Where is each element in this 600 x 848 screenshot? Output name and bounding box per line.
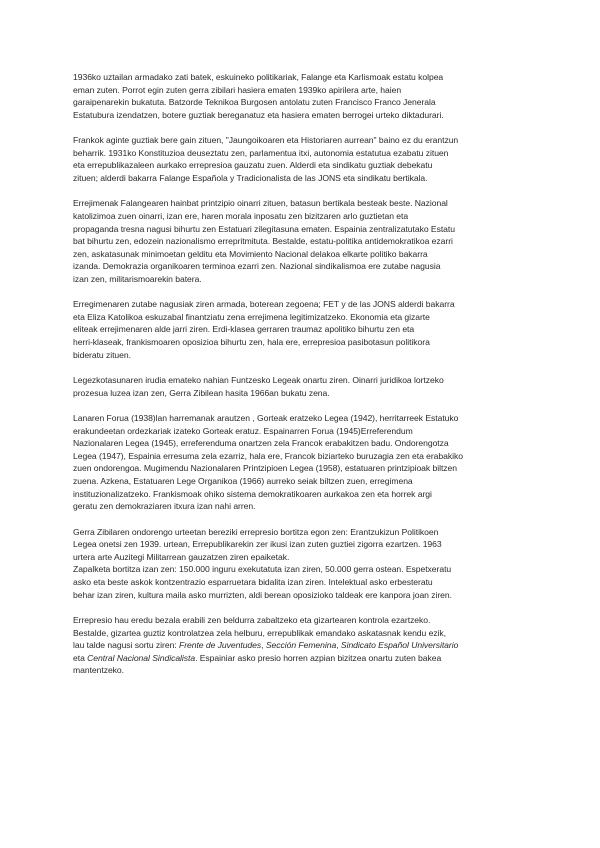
paragraph-1 (73, 71, 535, 121)
document-body (73, 71, 535, 690)
italic-org-name: Frente de Juventudes (179, 640, 262, 651)
paragraph-2 (73, 134, 535, 184)
paragraph-3 (73, 197, 535, 285)
text-line: beharrik. 1931ko Konstituzioa deuseztatu zen, parlamentua itxi, autonomia estatutua ezabatu zituen (73, 147, 449, 158)
text-line: prozesua luzea izan zen, Gerra Zibilean hasita 1966an bukatu zena. (73, 387, 330, 398)
text-segment: . Espainiar asko presio horren azpian bizitzea onartu zuten bakea (195, 652, 442, 663)
text-line: urtera arte Auzitegi Militarrean gauzatzen ziren epaiketak. (73, 551, 290, 562)
text-line: Legea (1947), Espainia erresuma zela ezarriz, hala ere, Francok biziarteko buruzagia zen eta erabakiko (73, 450, 463, 461)
text-line: eta errepublikazaleen aurkako errepresioa gauzatu zuen. Alderdi eta sindikatu guztiak debekatu (73, 160, 433, 171)
text-line: garaipenarekin bukatuta. Batzorde Teknikoa Burgosen antolatu zuten Francisco Franco Jenerala (73, 97, 436, 108)
text-line: Errepresio hau eredu bezala erabili zen beldurra zabaltzeko eta gizartearen kontrola ezartzeko. (73, 614, 431, 625)
text-line: behar izan ziren, kultura maila asko murrizten, aldi berean oposizioko taldeak ere kanpora joan ziren. (73, 589, 452, 600)
text-line: bat bihurtu zen, edozein nazionalismo errepritmituta. Bestalde, estatu-politika antidemokratikoa ezarri (73, 236, 453, 247)
text-line: katolizimoa zuen oinarri, izan ere, haren morala inposatu zen bizitzaren arlo guztietan eta (73, 210, 409, 221)
paragraph-5 (73, 374, 535, 399)
text-line: izanda. Demokrazia organikoaren terminoa ezarri zen. Nazional sindikalismoa ere zutabe nagusia (73, 261, 441, 272)
text-line: zuen ondorengoa. Mugimendu Nazionalaren Printzipioen Legea (1958), estatuaren printzipioak biltzen (73, 463, 457, 474)
text-line: Nazionalaren Legea (1945), erreferenduma onartzen zela Francok erabakitzen badu. Ondorengotza (73, 438, 449, 449)
italic-org-name: Sindicato Español Universitario (340, 640, 459, 651)
text-line: Frankok aginte guztiak bere gain zituen, "Jaungoikoaren eta Historiaren aurrean" baino ez du erantzun (73, 135, 459, 146)
text-line: Estatubura izendatzen, botere guztiak bereganatuz eta hasiera ematen berrogei urteko diktadurari. (73, 109, 444, 120)
text-line: 1936ko uztailan armadako zati batek, eskuineko politikariak, Falange eta Karlismoak estatu kolpea (73, 72, 444, 82)
text-line: Bestalde, gizartea guztiz kontrolatzea zela helburu, errepublikak emandako askatasnak kendu ezik, (73, 627, 447, 638)
paragraph-4 (73, 298, 535, 361)
paragraph-6 (73, 412, 535, 513)
text-line-mixed (73, 639, 535, 652)
italic-org-name: Sección Femenina (265, 640, 337, 651)
text-line: erakundeetan ordezkariak izateko Gorteak eratuz. Espainarren Forua (1945)Erreferendum (73, 425, 413, 436)
text-segment: eta (73, 652, 88, 663)
paragraph-7 (73, 526, 535, 602)
text-line: eta Eliza Katolikoa eskuzabal finantziatu zena errejimena legitimizatzeko. Ekonomia eta gizarte (73, 311, 430, 322)
text-segment: , (261, 640, 266, 651)
paragraph-8 (73, 614, 535, 677)
text-line: geratu zen demokraziaren itxura izan nahi arren. (73, 501, 256, 512)
text-line: eliteak errejimenaren alde jarri ziren. Erdi-klasea gerraren traumaz apolitiko bihurtu zen eta (73, 324, 415, 335)
text-line: izan zen, militarismoarekin batera. (73, 273, 202, 284)
text-line: herri-klaseak, frankismoaren oposizioa bihurtu zen, hala ere, errepresioa pasibotasun politikora (73, 337, 430, 348)
text-line: zuena. Azkena, Estatuaren Lege Organikoa (1966) aurreko seiak biltzen zuen, erregimena (73, 476, 413, 487)
text-line: bideratu zituen. (73, 349, 131, 360)
text-segment: lau talde nagusi sortu ziren: (73, 640, 179, 651)
text-line-mixed (73, 652, 535, 665)
italic-org-name: Central Nacional Sindicalista (87, 652, 196, 663)
text-line: Legea onetsi zen 1939. urtean, Errepublikarekin zer ikusi izan zuten guztiei zigorra ezartzen. 1963 (73, 539, 442, 550)
text-line: Erregimenaren zutabe nagusiak ziren armada, boterean zegoena; FET y de las JONS alderdi bakarra (73, 299, 455, 310)
text-line: zituen; alderdi bakarra Falange Española y Tradicionalista de las JONS eta sindikatu bertikala. (73, 172, 428, 183)
text-line: mantentzeko. (73, 665, 124, 676)
text-line: Lanaren Forua (1938)lan harremanak arautzen , Gorteak eratzeko Legea (1942), herritarreek Estatuko (73, 413, 459, 424)
text-line: eman zuten. Porrot egin zuten gerra zibilari hasiera ematen 1939ko apirilera arte, haien (73, 84, 402, 95)
text-line: Zapalketa bortitza izan zen: 150.000 inguru exekutatuta izan ziren, 50.000 gerra ostean. Espetxeratu (73, 564, 452, 575)
text-line: Legezkotasunaren irudia emateko nahian Funtzesko Legeak onartu ziren. Oinarri juridikoa lortzeko (73, 375, 444, 386)
text-line: zen, askatasunak minimoetan gelditu eta Movimiento Nacional delakoa elkarte politiko bakarra (73, 248, 428, 259)
text-line: propaganda tresna nagusi bihurtu zen Estatuari zilegitasuna ematen. Espainia zentralizatutako Estatu (73, 223, 455, 234)
text-line: Gerra Zibilaren ondorengo urteetan bereziki errepresio bortitza egon zen: Erantzukizun Politikoen (73, 526, 439, 537)
text-line: Errejimenak Falangearen hainbat printzipio oinarri zituen, batasun bertikala besteak beste. Nazional (73, 198, 448, 209)
text-segment: , (336, 640, 341, 651)
text-line: asko eta beste askok kontzentrazio esparruetara bidalita izan ziren. Intelektual asko erbesteratu (73, 576, 433, 587)
text-line: instituzionalizatzeko. Frankismoak ohiko sistema demokratikoaren aurkakoa zen eta horrek argi (73, 488, 432, 499)
